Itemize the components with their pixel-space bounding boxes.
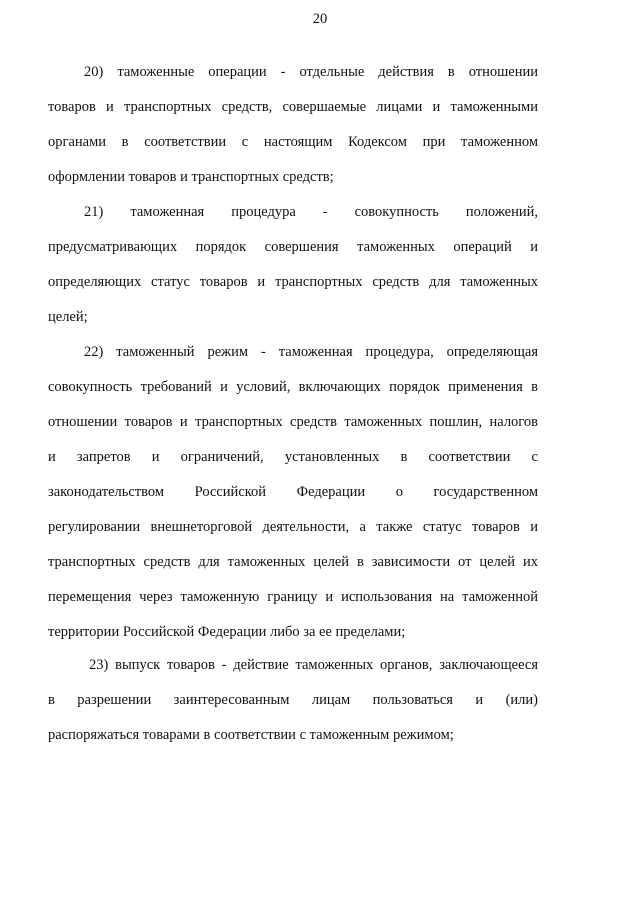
paragraph-line: совокупность требований и условий, включающих порядок применения в — [48, 379, 538, 395]
paragraph-line: предусматривающих порядок совершения таможенных операций и — [48, 239, 538, 255]
paragraph-line: территории Российской Федерации либо за ее пределами; — [48, 624, 406, 640]
paragraph-line: транспортных средств для таможенных целей в зависимости от целей их — [48, 554, 538, 570]
paragraph-line: товаров и транспортных средств, совершаемые лицами и таможенными — [48, 99, 538, 115]
paragraph-line: отношении товаров и транспортных средств таможенных пошлин, налогов — [48, 414, 538, 430]
paragraph-line: целей; — [48, 309, 88, 325]
paragraph-line: в разрешении заинтересованным лицам пользоваться и (или) — [48, 692, 538, 708]
paragraph-line: законодательством Российской Федерации о государственном — [48, 484, 538, 500]
paragraph-line: оформлении товаров и транспортных средств; — [48, 169, 334, 185]
paragraph-line: распоряжаться товарами в соответствии с таможенным режимом; — [48, 727, 454, 743]
paragraph-line: регулировании внешнеторговой деятельности, а также статус товаров и — [48, 519, 538, 535]
paragraph-line: перемещения через таможенную границу и использования на таможенной — [48, 589, 538, 605]
paragraph-line: 20) таможенные операции - отдельные действия в отношении — [84, 64, 538, 80]
paragraph-line: определяющих статус товаров и транспортных средств для таможенных — [48, 274, 538, 290]
page-number: 20 — [312, 11, 328, 27]
paragraph-line: 21) таможенная процедура - совокупность положений, — [84, 204, 538, 220]
paragraph-line: 22) таможенный режим - таможенная процедура, определяющая — [84, 344, 538, 360]
paragraph-line: и запретов и ограничений, установленных в соответствии с — [48, 449, 538, 465]
paragraph-line: органами в соответствии с настоящим Кодексом при таможенном — [48, 134, 538, 150]
paragraph-line: 23) выпуск товаров - действие таможенных органов, заключающееся — [89, 657, 538, 673]
